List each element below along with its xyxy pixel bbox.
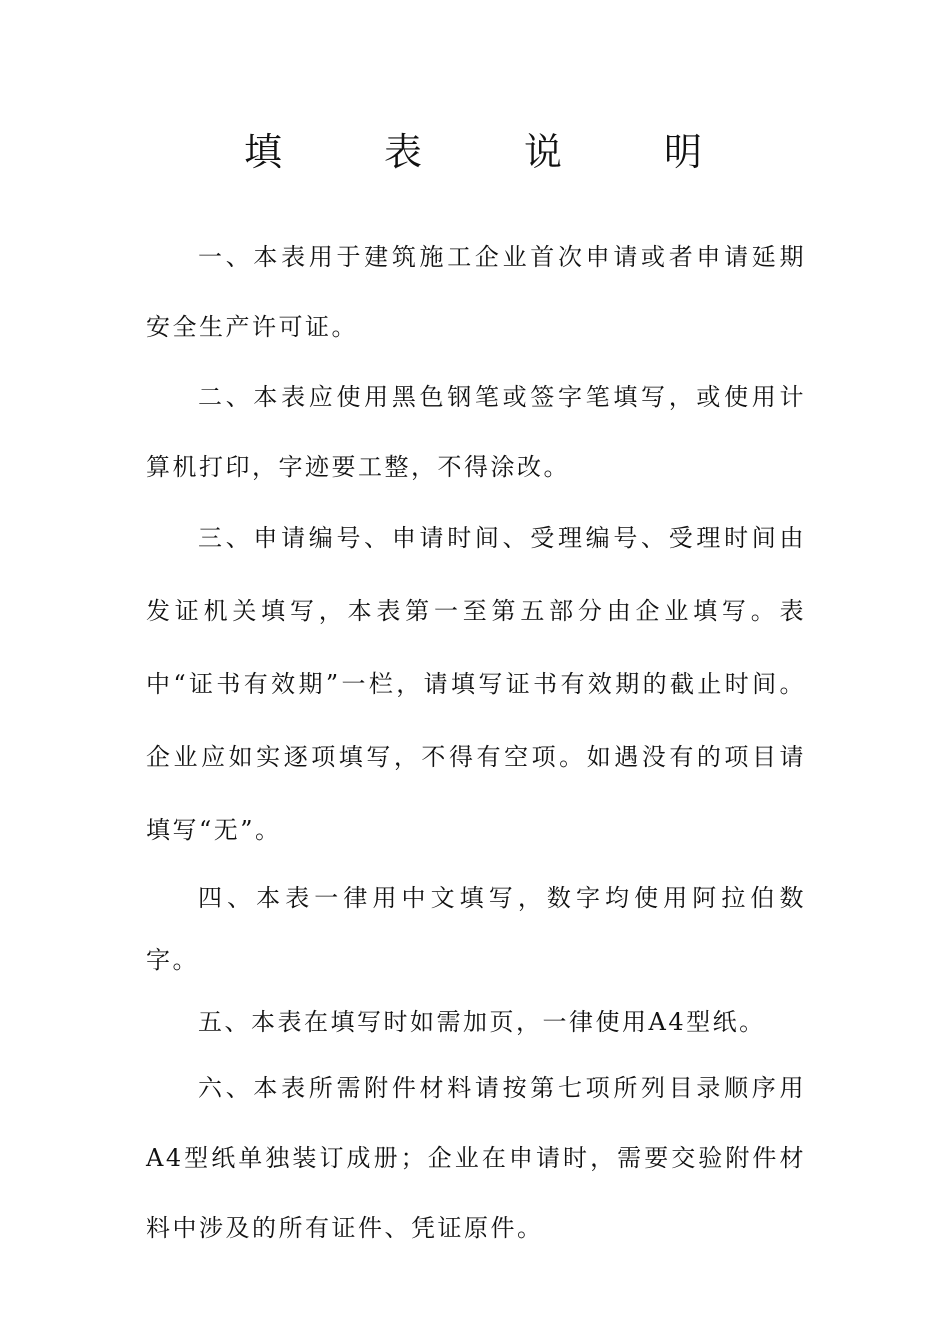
instruction-item-3: 三、申请编号、申请时间、受理编号、受理时间由发证机关填写，本表第一至第五部分由企业填写。表中“证书有效期”一栏，请填写证书有效期的截止时间。企业应如实逐项填写，不得有空项。如遇没有的项目请填写“无”。 [146,524,806,844]
instruction-item-1: 一、本表用于建筑施工企业首次申请或者申请延期安全生产许可证。 [146,243,806,341]
instruction-item-4: 四、本表一律用中文填写，数字均使用阿拉伯数字。 [146,884,806,974]
instruction-item-5: 五、本表在填写时如需加页，一律使用A4型纸。 [198,1008,766,1036]
instruction-item-6: 六、本表所需附件材料请按第七项所列目录顺序用A4型纸单独装订成册；企业在申请时，需要交验附件材料中涉及的所有证件、凭证原件。 [146,1074,806,1242]
instructions-body [146,222,806,1263]
instruction-item-2: 二、本表应使用黑色钢笔或签字笔填写，或使用计算机打印，字迹要工整，不得涂改。 [146,383,806,481]
page-title: 填 表 说 明 [243,130,734,174]
